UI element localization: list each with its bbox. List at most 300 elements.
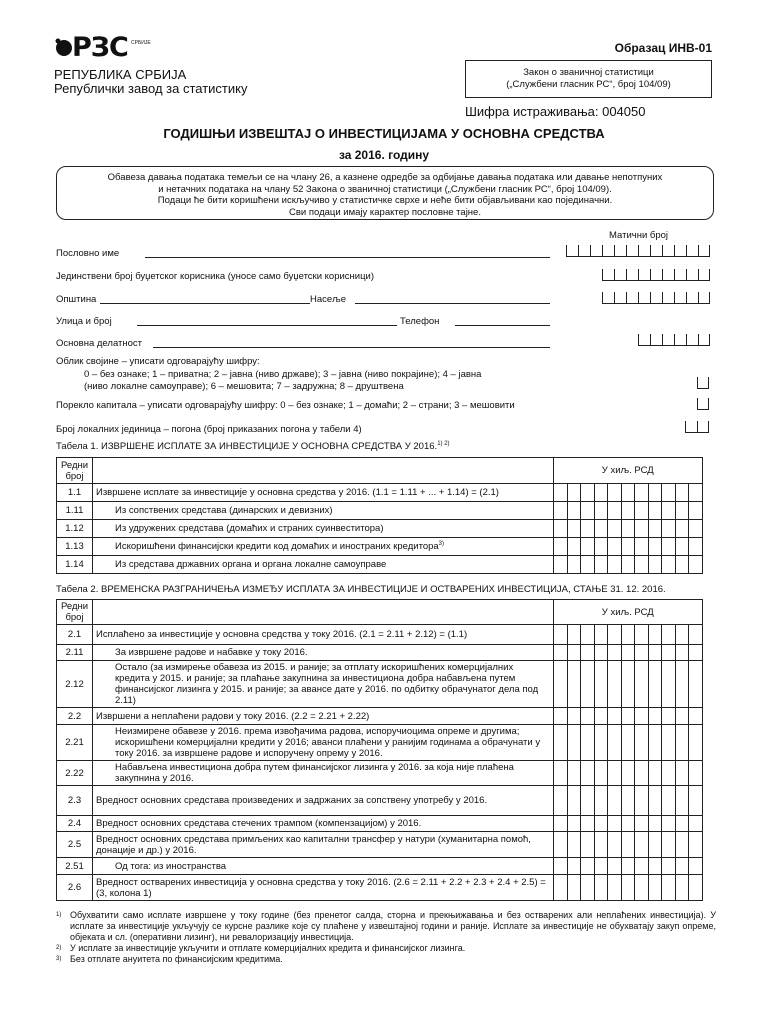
row-number: 1.11: [57, 502, 93, 520]
table-row: [57, 858, 703, 875]
row-description: [93, 645, 554, 661]
value-digit-cell[interactable]: [635, 858, 649, 875]
value-digit-cell[interactable]: [621, 858, 635, 875]
value-digit-cell[interactable]: [662, 484, 676, 502]
value-digit-cell[interactable]: [675, 502, 689, 520]
value-digit-cell[interactable]: [554, 556, 568, 574]
value-digit-cell[interactable]: [621, 661, 635, 708]
value-digit-cell[interactable]: [567, 661, 581, 708]
value-digit-cell[interactable]: [675, 786, 689, 816]
value-digit-cell[interactable]: [581, 786, 595, 816]
row-description-text: Искоришћени финансијски кредити код домаћих и иностраних кредитора: [115, 541, 439, 553]
survey-code: Шифра истраживања: 004050: [465, 104, 646, 119]
value-digit-cell[interactable]: [567, 708, 581, 725]
value-digit-cell[interactable]: [554, 816, 568, 832]
table1-title-text: Табела 1. ИЗВРШЕНЕ ИСПЛАТЕ ЗА ИНВЕСТИЦИЈЕ У ОСНОВНА СРЕДСТВА У 2016.: [56, 441, 438, 453]
footnote-1: [56, 910, 716, 943]
logo-text: РЗС: [72, 32, 128, 63]
footnote-3-mark: 3): [56, 956, 62, 962]
value-digit-cell[interactable]: [567, 645, 581, 661]
value-digit-cell[interactable]: [635, 725, 649, 761]
value-digit-cell[interactable]: [635, 661, 649, 708]
row-description-text: Исплаћено за инвестиције у основна средства у току 2016. (2.1 = 2.11 + 2.12) = (1.1): [96, 629, 468, 640]
value-digit-cell[interactable]: [608, 725, 622, 761]
value-digit-cell[interactable]: [689, 858, 703, 875]
footnote-2: [56, 943, 716, 954]
value-digit-cell[interactable]: [675, 625, 689, 645]
row-number: 2.11: [57, 645, 93, 661]
value-digit-cell[interactable]: [567, 786, 581, 816]
table1-col-num: Редни број: [57, 458, 93, 484]
value-digit-cell[interactable]: [635, 761, 649, 786]
value-digit-cell[interactable]: [675, 832, 689, 858]
value-digit-cell[interactable]: [621, 832, 635, 858]
rzs-logo: [54, 32, 164, 66]
value-digit-cell[interactable]: [689, 645, 703, 661]
settlement-input[interactable]: [355, 303, 550, 304]
value-digit-cell[interactable]: [648, 725, 662, 761]
notice-line-2: и нетачних података на члану 52 Закона о званичној статистици („Службени гласник РС“, број 104/09).: [158, 183, 612, 195]
value-digit-cell[interactable]: [581, 725, 595, 761]
value-digit-cell[interactable]: [635, 556, 649, 574]
table1-col-unit: У хиљ. РСД: [554, 458, 703, 484]
value-digit-cell[interactable]: [581, 858, 595, 875]
table-row: [57, 786, 703, 816]
value-digit-cell[interactable]: [635, 786, 649, 816]
local-units-label: Број локалних јединица – погона (број приказаних погона у табели 4): [56, 424, 362, 435]
row-description-text: Вредност основних средстава примљених као капитални трансфер у натури (хуманитарна помоћ, донације и др.) у 2016.: [96, 833, 531, 856]
legal-notice: [56, 166, 714, 220]
row-description-text: За извршене радове и набавке у току 2016.: [115, 647, 308, 658]
table2: [56, 599, 703, 901]
table-row: [57, 761, 703, 786]
row-description-text: Извршени а неплаћени радови у току 2016. (2.2 = 2.21 + 2.22): [96, 710, 370, 722]
value-digit-cell[interactable]: [581, 816, 595, 832]
row-description-text: Извршене исплате за инвестиције у основна средства у 2016. (1.1 = 1.11 + ... + 1.14) = (2.1): [96, 487, 499, 498]
republic-name: РЕПУБЛИКА СРБИЈА: [54, 67, 187, 82]
ownership-code-input[interactable]: [697, 377, 709, 389]
table2-col-num: Редни број: [57, 600, 93, 625]
value-digit-cell[interactable]: [621, 538, 635, 556]
business-name-input[interactable]: [145, 257, 550, 258]
value-digit-cell[interactable]: [554, 645, 568, 661]
value-digit-cell[interactable]: [689, 832, 703, 858]
value-digit-cell[interactable]: [594, 556, 608, 574]
value-digit-cell[interactable]: [567, 816, 581, 832]
business-name-label: Пословно име: [56, 248, 120, 259]
row-description-text: Из средстава државних органа и органа локалне самоуправе: [115, 559, 387, 570]
value-digit-cell[interactable]: [662, 556, 676, 574]
value-digit-cell[interactable]: [554, 708, 568, 725]
street-label: Улица и број: [56, 316, 112, 327]
row-description: [93, 761, 554, 786]
capital-origin-input[interactable]: [697, 398, 709, 410]
value-digit-cell[interactable]: [621, 556, 635, 574]
row-footnote-ref: 3): [438, 540, 445, 547]
value-digit-cell[interactable]: [581, 484, 595, 502]
row-description: [93, 875, 554, 901]
value-digit-cell[interactable]: [621, 816, 635, 832]
value-digit-cell[interactable]: [648, 538, 662, 556]
value-digit-cell[interactable]: [567, 832, 581, 858]
row-number: 1.14: [57, 556, 93, 574]
value-digit-cell[interactable]: [554, 520, 568, 538]
budget-number-label: Јединствени број буџетског корисника (уносе само буџетски корисници): [56, 271, 375, 282]
municipality-input[interactable]: [100, 303, 310, 304]
value-digit-cell[interactable]: [608, 556, 622, 574]
value-digit-cell[interactable]: [567, 625, 581, 645]
logo-small-text: СРБИЈЕ: [131, 40, 151, 46]
value-digit-cell[interactable]: [635, 875, 649, 901]
value-digit-cell[interactable]: [635, 832, 649, 858]
value-digit-cell[interactable]: [689, 708, 703, 725]
value-digit-cell[interactable]: [662, 708, 676, 725]
table2-col-unit: У хиљ. РСД: [554, 600, 703, 625]
value-digit-cell[interactable]: [689, 556, 703, 574]
row-description: [93, 832, 554, 858]
registry-number-input[interactable]: [566, 245, 710, 257]
table-row: [57, 502, 703, 520]
ownership-block: [56, 356, 481, 394]
value-digit-cell[interactable]: [662, 625, 676, 645]
value-digit-cell[interactable]: [567, 556, 581, 574]
law-reference-box: [465, 60, 712, 98]
value-digit-cell[interactable]: [621, 875, 635, 901]
value-digit-cell[interactable]: [554, 858, 568, 875]
value-digit-cell[interactable]: [567, 502, 581, 520]
value-digit-cell[interactable]: [608, 875, 622, 901]
value-digit-cell[interactable]: [648, 645, 662, 661]
value-digit-cell[interactable]: [594, 538, 608, 556]
local-units-input[interactable]: [685, 421, 709, 433]
table-row: [57, 875, 703, 901]
value-digit-cell[interactable]: [594, 708, 608, 725]
value-digit-cell[interactable]: [648, 520, 662, 538]
value-digit-cell[interactable]: [662, 520, 676, 538]
row-description: [93, 520, 554, 538]
ownership-line-1: 0 – без ознаке; 1 – приватна; 2 – јавна (ниво државе); 3 – јавна (ниво покрајине); 4 – јавна: [84, 368, 482, 380]
value-digit-cell[interactable]: [635, 645, 649, 661]
value-digit-cell[interactable]: [594, 832, 608, 858]
value-digit-cell[interactable]: [648, 484, 662, 502]
value-digit-cell[interactable]: [621, 625, 635, 645]
value-digit-cell[interactable]: [662, 645, 676, 661]
value-digit-cell[interactable]: [581, 761, 595, 786]
value-digit-cell[interactable]: [675, 484, 689, 502]
table-row: [57, 708, 703, 725]
ownership-title: Облик својине – уписати одговарајућу шифру:: [56, 356, 260, 367]
registry-number-label: Матични број: [609, 230, 669, 241]
value-digit-cell[interactable]: [621, 645, 635, 661]
value-digit-cell[interactable]: [594, 625, 608, 645]
value-digit-cell[interactable]: [581, 625, 595, 645]
value-digit-cell[interactable]: [594, 725, 608, 761]
municipality-code-input[interactable]: [602, 292, 710, 304]
value-digit-cell[interactable]: [662, 832, 676, 858]
budget-number-input[interactable]: [602, 269, 710, 281]
table-row: [57, 816, 703, 832]
value-digit-cell[interactable]: [662, 858, 676, 875]
value-digit-cell[interactable]: [594, 661, 608, 708]
value-digit-cell[interactable]: [608, 625, 622, 645]
value-digit-cell[interactable]: [567, 484, 581, 502]
value-digit-cell[interactable]: [608, 786, 622, 816]
footnote-2-mark: 2): [56, 945, 62, 951]
page-title: ГОДИШЊИ ИЗВЕШТАЈ О ИНВЕСТИЦИЈАМА У ОСНОВНА СРЕДСТВА: [163, 126, 605, 141]
value-digit-cell[interactable]: [594, 484, 608, 502]
footnote-1-text: Обухватити само исплате извршене у току године (без пренетог салда, сторна и прекњижавања и без остварених али неплаћених инвестиција). У исплате за инвестиције укључују се курсне разлике које су плаћене у извештајној години и раније. Исплате за инвестиције не обухватају закуп опреме, објеката и сл. (оперативни лизинг), ни ревалоризацију инвестиција.: [70, 910, 716, 942]
value-digit-cell[interactable]: [662, 502, 676, 520]
row-description: [93, 816, 554, 832]
form-code: Образац ИНВ-01: [614, 41, 712, 55]
value-digit-cell[interactable]: [554, 725, 568, 761]
value-digit-cell[interactable]: [689, 761, 703, 786]
value-digit-cell[interactable]: [635, 502, 649, 520]
value-digit-cell[interactable]: [635, 538, 649, 556]
value-digit-cell[interactable]: [554, 786, 568, 816]
value-digit-cell[interactable]: [567, 520, 581, 538]
value-digit-cell[interactable]: [594, 875, 608, 901]
value-digit-cell[interactable]: [581, 661, 595, 708]
row-description-text: Из удружених средстава (домаћих и страних суинвеститора): [115, 523, 384, 534]
value-digit-cell[interactable]: [621, 708, 635, 725]
value-digit-cell[interactable]: [675, 725, 689, 761]
value-digit-cell[interactable]: [581, 708, 595, 725]
footnotes: [56, 910, 716, 965]
value-digit-cell[interactable]: [581, 645, 595, 661]
row-number: 2.2: [57, 708, 93, 725]
value-digit-cell[interactable]: [675, 708, 689, 725]
value-digit-cell[interactable]: [567, 875, 581, 901]
value-digit-cell[interactable]: [608, 538, 622, 556]
row-description: [93, 708, 554, 725]
table1-title: [56, 441, 450, 452]
value-digit-cell[interactable]: [621, 725, 635, 761]
row-description: [93, 625, 554, 645]
value-digit-cell[interactable]: [635, 816, 649, 832]
value-digit-cell[interactable]: [675, 520, 689, 538]
street-input[interactable]: [137, 325, 397, 326]
row-number: 2.21: [57, 725, 93, 761]
value-digit-cell[interactable]: [635, 520, 649, 538]
value-digit-cell[interactable]: [635, 484, 649, 502]
row-number: 2.3: [57, 786, 93, 816]
value-digit-cell[interactable]: [554, 484, 568, 502]
row-description-text: Из сопствених средстава (динарских и девизних): [115, 505, 333, 516]
value-digit-cell[interactable]: [689, 816, 703, 832]
table1-title-sup: 1) 2): [437, 441, 450, 447]
value-digit-cell[interactable]: [567, 725, 581, 761]
value-digit-cell[interactable]: [581, 875, 595, 901]
table2-title: Табела 2. ВРЕМЕНСКА РАЗГРАНИЧЕЊА ИЗМЕЂУ ИСПЛАТА ЗА ИНВЕСТИЦИЈЕ И ОСТВАРЕНИХ ИНВЕСТИЦИЈА, СТАЊЕ 31. 12. 2016.: [56, 584, 666, 595]
activity-input[interactable]: [153, 347, 550, 348]
value-digit-cell[interactable]: [635, 625, 649, 645]
value-digit-cell[interactable]: [662, 786, 676, 816]
value-digit-cell[interactable]: [567, 761, 581, 786]
value-digit-cell[interactable]: [648, 708, 662, 725]
value-digit-cell[interactable]: [689, 538, 703, 556]
value-digit-cell[interactable]: [689, 484, 703, 502]
value-digit-cell[interactable]: [689, 661, 703, 708]
phone-label: Телефон: [400, 316, 440, 327]
value-digit-cell[interactable]: [675, 661, 689, 708]
value-digit-cell[interactable]: [648, 556, 662, 574]
value-digit-cell[interactable]: [689, 502, 703, 520]
value-digit-cell[interactable]: [608, 661, 622, 708]
value-digit-cell[interactable]: [621, 520, 635, 538]
value-digit-cell[interactable]: [689, 725, 703, 761]
table-row: [57, 484, 703, 502]
table-row: [57, 556, 703, 574]
value-digit-cell[interactable]: [554, 661, 568, 708]
value-digit-cell[interactable]: [689, 875, 703, 901]
value-digit-cell[interactable]: [567, 858, 581, 875]
value-digit-cell[interactable]: [635, 708, 649, 725]
institution-block: [54, 68, 247, 96]
value-digit-cell[interactable]: [675, 761, 689, 786]
row-number: 2.51: [57, 858, 93, 875]
row-number: 2.4: [57, 816, 93, 832]
value-digit-cell[interactable]: [648, 816, 662, 832]
value-digit-cell[interactable]: [554, 538, 568, 556]
value-digit-cell[interactable]: [581, 832, 595, 858]
row-number: 2.22: [57, 761, 93, 786]
row-number: 1.12: [57, 520, 93, 538]
value-digit-cell[interactable]: [581, 502, 595, 520]
value-digit-cell[interactable]: [689, 520, 703, 538]
value-digit-cell[interactable]: [675, 875, 689, 901]
row-number: 1.13: [57, 538, 93, 556]
notice-line-1: Обавеза давања података темељи се на члану 26, а казнене одредбе за одбијање давања података или давање непотпуних: [107, 172, 663, 183]
value-digit-cell[interactable]: [662, 761, 676, 786]
value-digit-cell[interactable]: [648, 661, 662, 708]
row-description: [93, 538, 554, 556]
row-number: 1.1: [57, 484, 93, 502]
page-subtitle: за 2016. годину: [338, 148, 430, 162]
value-digit-cell[interactable]: [662, 725, 676, 761]
value-digit-cell[interactable]: [594, 645, 608, 661]
value-digit-cell[interactable]: [662, 538, 676, 556]
row-description-text: Набављена инвестициона добра путем финансијског лизинга у 2016. за која није плаћена закупнина у 2016.: [115, 762, 514, 784]
notice-line-3: Подаци ће бити коришћени искључиво у статистичке сврхе и неће бити објављивани као појединачни.: [157, 195, 613, 206]
table-row: [57, 832, 703, 858]
table-row: [57, 520, 703, 538]
value-digit-cell[interactable]: [608, 645, 622, 661]
footnote-1-mark: 1): [56, 912, 62, 918]
value-digit-cell[interactable]: [675, 858, 689, 875]
value-digit-cell[interactable]: [594, 520, 608, 538]
value-digit-cell[interactable]: [621, 502, 635, 520]
ownership-line-2: (ниво локалне самоуправе); 6 – мешовита; 7 – задружна; 8 – друштвена: [84, 381, 404, 392]
value-digit-cell[interactable]: [675, 556, 689, 574]
value-digit-cell[interactable]: [689, 786, 703, 816]
value-digit-cell[interactable]: [608, 520, 622, 538]
value-digit-cell[interactable]: [608, 708, 622, 725]
institute-name: Републички завод за статистику: [54, 81, 248, 96]
value-digit-cell[interactable]: [554, 875, 568, 901]
value-digit-cell[interactable]: [581, 556, 595, 574]
capital-origin-label: Порекло капитала – уписати одговарајућу шифру: 0 – без ознаке; 1 – домаћи; 2 – страни; 3 – мешовити: [56, 400, 515, 411]
activity-code-input[interactable]: [638, 334, 710, 346]
value-digit-cell[interactable]: [594, 761, 608, 786]
row-number: 2.5: [57, 832, 93, 858]
value-digit-cell[interactable]: [648, 875, 662, 901]
notice-line-4: Сви подаци имају карактер пословне тајне.: [289, 206, 481, 218]
table-row: [57, 645, 703, 661]
value-digit-cell[interactable]: [675, 816, 689, 832]
table-row: [57, 538, 703, 556]
row-description-text: Вредност основних средстава произведених и задржаних за сопствену употребу у 2016.: [96, 795, 488, 806]
value-digit-cell[interactable]: [608, 832, 622, 858]
row-description: [93, 858, 554, 875]
row-number: 2.12: [57, 661, 93, 708]
value-digit-cell[interactable]: [554, 761, 568, 786]
value-digit-cell[interactable]: [675, 645, 689, 661]
footnote-3: [56, 954, 716, 965]
value-digit-cell[interactable]: [594, 502, 608, 520]
value-digit-cell[interactable]: [662, 875, 676, 901]
value-digit-cell[interactable]: [648, 858, 662, 875]
value-digit-cell[interactable]: [581, 538, 595, 556]
table-row: [57, 625, 703, 645]
row-description-text: Вредност остварених инвестиција у основна средства у току 2016. (2.6 = 2.11 + 2.2 + 2.3 + 2.4 + 2.5) = (3, колона 1): [96, 876, 546, 899]
footnote-2-text: У исплате за инвестиције укључити и отплате комерцијалних кредита и финансијског лизинга.: [70, 943, 466, 953]
value-digit-cell[interactable]: [608, 816, 622, 832]
row-description: [93, 502, 554, 520]
value-digit-cell[interactable]: [608, 484, 622, 502]
value-digit-cell[interactable]: [554, 502, 568, 520]
value-digit-cell[interactable]: [621, 761, 635, 786]
value-digit-cell[interactable]: [621, 484, 635, 502]
value-digit-cell[interactable]: [648, 786, 662, 816]
value-digit-cell[interactable]: [648, 761, 662, 786]
value-digit-cell[interactable]: [594, 816, 608, 832]
row-description-text: Неизмирене обавезе у 2016. према извођачима радова, испоручиоцима опреме и другима; искоришћени комерцијални кредити у 2016; аванси плаћени у ранијим годинама а обрачунати у току 2016. за извршене радове и испоручену опрему у 2016.: [115, 726, 541, 759]
value-digit-cell[interactable]: [567, 538, 581, 556]
value-digit-cell[interactable]: [648, 502, 662, 520]
table-row: [57, 725, 703, 761]
row-description: [93, 725, 554, 761]
value-digit-cell[interactable]: [621, 786, 635, 816]
value-digit-cell[interactable]: [608, 858, 622, 875]
value-digit-cell[interactable]: [608, 761, 622, 786]
law-line-2: („Службени гласник РС“, број 104/09): [506, 79, 671, 90]
activity-label: Основна делатност: [56, 338, 142, 349]
row-description-text: Остало (за измирење обавеза из 2015. и раније; за отплату искоришћених комерцијалних кредита у 2015. и раније; за плаћање закупнина за инвестициона добра набављена путем финансијског лизинга у 2015. и раније; за авансе дате у 2016. по одбитку обрачунатог дела под 2.11): [115, 662, 539, 706]
value-digit-cell[interactable]: [581, 520, 595, 538]
value-digit-cell[interactable]: [608, 502, 622, 520]
value-digit-cell[interactable]: [648, 832, 662, 858]
row-number: 2.1: [57, 625, 93, 645]
value-digit-cell[interactable]: [648, 625, 662, 645]
row-description: [93, 556, 554, 574]
value-digit-cell[interactable]: [662, 661, 676, 708]
row-description: [93, 786, 554, 816]
settlement-label: Насеље: [310, 294, 347, 305]
value-digit-cell[interactable]: [675, 538, 689, 556]
row-description: [93, 484, 554, 502]
value-digit-cell[interactable]: [554, 625, 568, 645]
logo-mark-icon: [54, 38, 74, 58]
phone-input[interactable]: [455, 325, 550, 326]
value-digit-cell[interactable]: [662, 816, 676, 832]
value-digit-cell[interactable]: [689, 625, 703, 645]
table-row: [57, 661, 703, 708]
value-digit-cell[interactable]: [594, 858, 608, 875]
value-digit-cell[interactable]: [554, 832, 568, 858]
row-description-text: Вредност основних средстава стечених трампом (компензацијом) у 2016.: [96, 818, 422, 829]
value-digit-cell[interactable]: [594, 786, 608, 816]
